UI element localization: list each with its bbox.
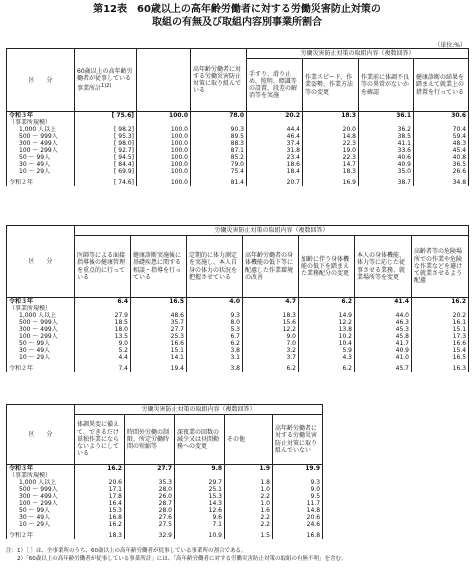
data-cell: 18.3	[243, 312, 299, 319]
data-cell: 2.2	[225, 514, 273, 521]
row-label: （事業所規模）	[7, 305, 75, 312]
data-cell: 14.3	[175, 500, 225, 507]
data-cell: 13.8	[299, 326, 355, 333]
row-label: 100 ～ 299人	[7, 147, 75, 154]
data-cell	[273, 472, 323, 479]
data-cell: 6.2	[299, 365, 355, 372]
data-cell: 16.2	[75, 521, 125, 528]
row-label: 令和３年	[7, 298, 75, 306]
data-cell: 1.5	[225, 532, 273, 539]
data-cell: 32.9	[125, 532, 175, 539]
data-cell	[187, 305, 243, 312]
data-cell: 40.9	[355, 347, 412, 354]
data-cell: 20.6	[75, 479, 125, 486]
row-label: 50 ～ 99人	[7, 154, 75, 161]
row-label: 令和３年	[7, 112, 75, 120]
data-cell: 25.3	[131, 333, 187, 340]
data-cell: 48.3	[414, 140, 469, 147]
data-cell: 11.7	[273, 500, 323, 507]
data-cell: 87.1	[191, 147, 247, 154]
data-cell	[225, 472, 273, 479]
data-cell: 36.5	[414, 161, 469, 168]
row-label: 令和２年	[7, 365, 75, 372]
data-cell: 16.5	[412, 354, 469, 361]
data-cell: [ 94.5]	[75, 154, 137, 161]
data-cell	[359, 119, 414, 126]
data-cell: 6.2	[299, 298, 355, 306]
kubun-header: 区 分	[7, 405, 75, 465]
data-cell: 14.1	[131, 354, 187, 361]
table-row	[7, 305, 469, 312]
data-cell: 9.3	[273, 479, 323, 486]
data-cell: 18.3	[75, 532, 125, 539]
data-cell: 1.8	[225, 479, 273, 486]
data-cell: [ 95.3]	[75, 133, 137, 140]
data-cell: 100.0	[137, 161, 191, 168]
table-row	[7, 500, 323, 507]
row-label: 30 ～ 49人	[7, 161, 75, 168]
data-cell: 12.2	[299, 319, 355, 326]
data-cell: 10.9	[175, 532, 225, 539]
table2-col-header: 高齢者等の危険場所での作業や危険な作業などを避けて就業させるよう配慮	[412, 236, 469, 298]
data-cell: 25.1	[175, 486, 225, 493]
row-label: 300 ～ 499人	[7, 326, 75, 333]
table1-col-header: 作業スピード、作業姿勢、作業方法等の変更	[303, 59, 359, 112]
table-row	[7, 298, 469, 306]
table-row	[7, 521, 323, 528]
data-cell: 81.4	[191, 179, 247, 186]
data-cell: 19.0	[303, 147, 359, 154]
data-cell: [ 98.0]	[75, 140, 137, 147]
data-cell: 100.0	[137, 133, 191, 140]
row-label: 30 ～ 49人	[7, 347, 75, 354]
data-cell: 9.0	[75, 340, 131, 347]
data-cell: 16.2	[412, 298, 469, 306]
data-cell	[175, 472, 225, 479]
data-cell: 14.8	[303, 133, 359, 140]
row-label: 10 ～ 29人	[7, 354, 75, 361]
data-cell: 29.7	[175, 479, 225, 486]
data-cell: 16.3	[412, 365, 469, 372]
data-cell: 28.0	[125, 507, 175, 514]
data-cell: 15.6	[243, 319, 299, 326]
table-row	[7, 465, 323, 473]
data-cell: 17.1	[75, 486, 125, 493]
data-cell: 16.1	[412, 319, 469, 326]
data-cell: 16.8	[75, 514, 125, 521]
data-cell: 28.0	[125, 486, 175, 493]
data-cell: 6.2	[243, 365, 299, 372]
data-cell: [ 92.7]	[75, 147, 137, 154]
data-cell: 16.9	[303, 179, 359, 186]
data-cell: 15.1	[412, 326, 469, 333]
data-cell: 15.3	[175, 493, 225, 500]
table3-col-header: 時間外労働の制限、所定労働時間の短縮等	[125, 415, 175, 465]
table1-col-header: 手すり、滑り止め、照明、標識等の設置、段差の解消等を実施	[247, 59, 303, 112]
data-cell	[355, 305, 412, 312]
page-title-line1: 第12表 60歳以上の高年齢労働者に対する労働災害防止対策の	[93, 4, 381, 15]
data-cell: 36.1	[359, 112, 414, 120]
table-row	[7, 161, 469, 168]
data-cell: 16.6	[412, 340, 469, 347]
table-row	[7, 532, 323, 539]
data-cell: 19.4	[131, 365, 187, 372]
table1-col-header: 健康診断の結果を踏まえて就業上の措置を行っている	[414, 59, 469, 112]
data-cell: 5.2	[75, 347, 131, 354]
data-cell: 27.9	[75, 312, 131, 319]
data-cell: 10.2	[299, 333, 355, 340]
data-cell: 46.3	[355, 319, 412, 326]
data-cell: 12.2	[243, 326, 299, 333]
data-cell: 31.8	[247, 147, 303, 154]
row-label: （事業所規模）	[7, 119, 75, 126]
data-cell: 22.3	[303, 154, 359, 161]
kubun-header: 区 分	[7, 49, 75, 112]
data-cell: 35.3	[125, 479, 175, 486]
data-cell: 16.4	[75, 500, 125, 507]
row-label: 10 ～ 29人	[7, 168, 75, 175]
data-cell: 22.3	[303, 140, 359, 147]
data-cell: 19.9	[273, 465, 323, 473]
data-cell: 16.2	[75, 465, 125, 473]
data-cell: 75.4	[191, 168, 247, 175]
data-cell: 1.0	[225, 500, 273, 507]
data-cell: 14.9	[299, 312, 355, 319]
data-cell: 15.1	[131, 347, 187, 354]
table-row	[7, 112, 469, 120]
data-cell: 16.8	[273, 532, 323, 539]
data-cell: 89.5	[191, 133, 247, 140]
data-cell: 18.0	[75, 326, 131, 333]
table3-col-header: 高年齢労働者に対する労働災害防止対策に取り組んでいない	[273, 415, 323, 465]
data-cell: 26.0	[125, 493, 175, 500]
table-row	[7, 486, 323, 493]
data-cell: 3.2	[243, 347, 299, 354]
table3-col-header: 深夜業の回数の減少又は昼間勤務への変更	[175, 415, 225, 465]
data-cell: 88.3	[191, 140, 247, 147]
data-cell: 100.0	[137, 112, 191, 120]
data-cell: 27.6	[125, 514, 175, 521]
data-cell	[131, 305, 187, 312]
table-row	[7, 479, 323, 486]
data-cell: 7.1	[175, 521, 225, 528]
data-cell: 100.0	[137, 154, 191, 161]
data-cell	[75, 119, 137, 126]
table2-col-header: 定期的に体力測定を実施し、本人自身の体力の状況を把握させている	[187, 236, 243, 298]
row-label: 100 ～ 299人	[7, 333, 75, 340]
table2-col-header: 加齢に伴う身体機能の低下を踏まえた業務配分の変更	[299, 236, 355, 298]
data-cell: 79.0	[191, 161, 247, 168]
data-cell: 100.0	[137, 126, 191, 133]
table-row	[7, 147, 469, 154]
table-row	[7, 133, 469, 140]
data-cell: 9.3	[187, 312, 243, 319]
table-row	[7, 326, 469, 333]
data-cell: 59.4	[414, 133, 469, 140]
data-cell: 35.0	[359, 168, 414, 175]
row-label: 100 ～ 299人	[7, 500, 75, 507]
row-label: 令和３年	[7, 465, 75, 473]
data-cell: 3.1	[187, 354, 243, 361]
data-cell	[414, 119, 469, 126]
table-row	[7, 312, 469, 319]
data-cell: 5.9	[299, 347, 355, 354]
data-cell: 40.6	[359, 154, 414, 161]
data-cell	[243, 305, 299, 312]
data-cell: 41.4	[355, 298, 412, 306]
data-cell: 20.6	[273, 514, 323, 521]
table-row	[7, 126, 469, 133]
data-cell: 38.5	[359, 133, 414, 140]
data-cell: 7.0	[243, 340, 299, 347]
data-cell: 100.0	[137, 179, 191, 186]
t2-group-header: 労働災害防止対策の取組内容（複数回答）	[75, 226, 469, 236]
data-cell: 20.7	[247, 179, 303, 186]
table-row	[7, 168, 469, 175]
data-cell: 2.2	[225, 521, 273, 528]
data-cell: 78.0	[191, 112, 247, 120]
data-cell: 1.0	[225, 486, 273, 493]
page-title-line2: 取組の有無及び取組内容別事業所割合	[152, 17, 322, 28]
data-cell: 90.3	[191, 126, 247, 133]
table3-col-header: その他	[225, 415, 273, 465]
data-cell: 4.7	[243, 298, 299, 306]
row-label: 10 ～ 29人	[7, 521, 75, 528]
data-cell: 5.3	[187, 326, 243, 333]
t1-col-a-header: 60歳以上の高年齢労働者が従事している事業所計$^{1)2)}$	[75, 49, 137, 112]
data-cell: 23.4	[247, 154, 303, 161]
data-cell: 28.7	[125, 500, 175, 507]
data-cell: 6.7	[187, 333, 243, 340]
t3-group-header: 労働災害防止対策の取組内容（複数回答）	[75, 405, 323, 415]
data-cell: 8.0	[187, 319, 243, 326]
data-cell: 12.6	[175, 507, 225, 514]
table-row	[7, 354, 469, 361]
data-cell: 16.6	[131, 340, 187, 347]
table-row	[7, 154, 469, 161]
data-cell: 9.5	[273, 493, 323, 500]
data-cell	[125, 472, 175, 479]
table-row	[7, 333, 469, 340]
data-cell	[247, 119, 303, 126]
data-cell: 45.7	[355, 365, 412, 372]
data-cell: 36.2	[359, 126, 414, 133]
t1-col-b-header	[137, 49, 191, 112]
data-cell	[412, 305, 469, 312]
row-label: 500 ～ 999人	[7, 133, 75, 140]
table-1	[6, 48, 469, 186]
kubun-header: 区 分	[7, 226, 75, 298]
data-cell: 27.7	[131, 326, 187, 333]
data-cell: 45.4	[414, 147, 469, 154]
data-cell: 100.0	[137, 147, 191, 154]
table-row	[7, 493, 323, 500]
data-cell	[75, 305, 131, 312]
row-label: 50 ～ 99人	[7, 340, 75, 347]
data-cell: 46.4	[247, 133, 303, 140]
data-cell: 41.1	[359, 140, 414, 147]
table1-col-header: 作業前に体調不良等の異常がないかを確認	[359, 59, 414, 112]
table2-col-header: 医師等による面接指導後の健康管理を重点的に行っている	[75, 236, 131, 298]
data-cell: 40.8	[414, 154, 469, 161]
data-cell: 45.3	[355, 326, 412, 333]
data-cell: 14.8	[273, 507, 323, 514]
data-cell: 6.2	[187, 340, 243, 347]
table2-col-header: 高年齢労働者の身体機能の低下等に配慮した作業環境の改善	[243, 236, 299, 298]
table-row	[7, 507, 323, 514]
data-cell	[299, 305, 355, 312]
footnotes	[6, 547, 347, 563]
data-cell: 9.6	[175, 514, 225, 521]
row-label: 令和２年	[7, 179, 75, 186]
data-cell: 13.5	[75, 333, 131, 340]
data-cell	[303, 119, 359, 126]
data-cell: [ 69.9]	[75, 168, 137, 175]
data-cell: 20.2	[412, 312, 469, 319]
table3-col-header: 体調異変に備えて、できるだけ単独作業にならないようにしている	[75, 415, 125, 465]
data-cell: 14.7	[303, 161, 359, 168]
data-cell: 4.4	[75, 354, 131, 361]
data-cell: 18.6	[247, 161, 303, 168]
table-row	[7, 179, 469, 186]
unit-label: （単位:%）	[434, 42, 466, 49]
table-2	[6, 225, 469, 372]
data-cell: 3.8	[187, 347, 243, 354]
table-row	[7, 340, 469, 347]
row-label: 1,000 人以上	[7, 479, 75, 486]
data-cell: 41.7	[355, 340, 412, 347]
data-cell: 100.0	[137, 168, 191, 175]
data-cell: 20.2	[247, 112, 303, 120]
data-cell: 27.5	[125, 521, 175, 528]
data-cell: 45.8	[355, 333, 412, 340]
row-label: 50 ～ 99人	[7, 507, 75, 514]
table2-col-header: 本人の身体機能、体力等に応じた従事させる業務、就業場所等を変更	[355, 236, 412, 298]
data-cell: 15.4	[412, 347, 469, 354]
data-cell: 16.5	[131, 298, 187, 306]
data-cell: 18.3	[303, 112, 359, 120]
data-cell: 48.6	[131, 312, 187, 319]
data-cell: 70.4	[414, 126, 469, 133]
table-row	[7, 514, 323, 521]
data-cell: 33.6	[359, 147, 414, 154]
data-cell: 10.4	[299, 340, 355, 347]
row-label: 500 ～ 999人	[7, 486, 75, 493]
data-cell: 41.0	[355, 354, 412, 361]
data-cell	[191, 119, 247, 126]
data-cell: 4.0	[187, 298, 243, 306]
row-label: 300 ～ 499人	[7, 140, 75, 147]
data-cell: 7.4	[75, 365, 131, 372]
data-cell: 4.3	[299, 354, 355, 361]
table-row	[7, 365, 469, 372]
data-cell: 18.4	[247, 168, 303, 175]
table-row	[7, 119, 469, 126]
data-cell: [ 84.4]	[75, 161, 137, 168]
data-cell: 15.3	[75, 507, 125, 514]
row-label: 300 ～ 499人	[7, 493, 75, 500]
data-cell	[75, 472, 125, 479]
row-label: 30 ～ 49人	[7, 514, 75, 521]
data-cell	[137, 119, 191, 126]
row-label: 令和２年	[7, 532, 75, 539]
footnote-2: 2）「60歳以上の高年齢労働者が従事している事業所計」には、「高年齢労働者に対する労働災害防止対策の取組の有無不明」を含む。	[6, 556, 347, 562]
data-cell: 34.8	[414, 179, 469, 186]
data-cell: 44.0	[355, 312, 412, 319]
data-cell: 6.4	[75, 298, 131, 306]
data-cell: 44.4	[247, 126, 303, 133]
table-3	[6, 404, 323, 539]
data-cell: 38.7	[359, 179, 414, 186]
data-cell: 17.8	[75, 493, 125, 500]
table-row	[7, 347, 469, 354]
data-cell: 3.8	[187, 365, 243, 372]
row-label: （事業所規模）	[7, 472, 75, 479]
table-row	[7, 472, 323, 479]
data-cell: 100.0	[137, 140, 191, 147]
data-cell: 24.6	[273, 521, 323, 528]
data-cell: 3.7	[243, 354, 299, 361]
data-cell: 40.9	[359, 161, 414, 168]
data-cell: 35.7	[131, 319, 187, 326]
data-cell: 20.0	[303, 126, 359, 133]
table-row	[7, 140, 469, 147]
data-cell: 18.3	[303, 168, 359, 175]
row-label: 1,000 人以上	[7, 312, 75, 319]
data-cell: 1.9	[225, 465, 273, 473]
data-cell: 9.0	[273, 486, 323, 493]
data-cell: 37.4	[247, 140, 303, 147]
data-cell: 27.7	[125, 465, 175, 473]
data-cell: 85.2	[191, 154, 247, 161]
data-cell: 17.3	[412, 333, 469, 340]
data-cell: 9.8	[175, 465, 225, 473]
data-cell: 30.6	[414, 112, 469, 120]
t1-group-header: 労働災害防止対策の取組内容（複数回答）	[247, 49, 469, 59]
row-label: 500 ～ 999人	[7, 319, 75, 326]
data-cell: [ 75.6]	[75, 112, 137, 120]
table2-col-header: 健康診断実施後に基礎疾患に関する相談・指導を行っている	[131, 236, 187, 298]
data-cell: 26.6	[414, 168, 469, 175]
table-row	[7, 319, 469, 326]
t1-col-c-header: 高年齢労働者に対する労働災害防止対策に取り組んでいる	[191, 49, 247, 112]
data-cell: 1.6	[225, 507, 273, 514]
row-label: 1,000 人以上	[7, 126, 75, 133]
data-cell: 9.0	[243, 333, 299, 340]
data-cell: [ 98.2]	[75, 126, 137, 133]
footnote-1: 注：1）［ ］は、全事業所のうち、60歳以上の高年齢労働者が従事している事業所の割合である。	[6, 548, 247, 554]
data-cell: 2.2	[225, 493, 273, 500]
data-cell: 18.5	[75, 319, 131, 326]
data-cell: [ 74.6]	[75, 179, 137, 186]
